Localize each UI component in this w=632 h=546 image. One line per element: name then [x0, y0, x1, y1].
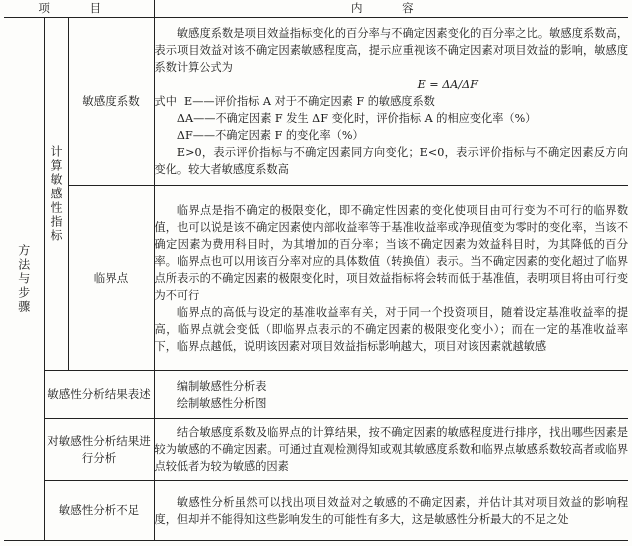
- label-result-analysis: 对敏感性分析结果进行分析: [44, 419, 154, 481]
- group-label: 方法与步骤: [16, 244, 31, 314]
- group-label-cell: [4, 18, 44, 541]
- label-critical-point: 临界点: [68, 186, 154, 371]
- result-analysis-text: 结合敏感度系数及临界点的计算结果，按不确定因素的敏感程度进行排序，找出哪些因素是较为敏感的不确定因素。可通过直观检测得知或观其敏感度系数和临界点敏感系数较高者或临界点较低者为较为敏感的因素: [154, 426, 629, 473]
- row-insufficiency: [4, 481, 628, 541]
- presentation-line-2: 绘制敏感性分析图: [176, 396, 267, 410]
- row-sensitivity-coefficient: [4, 18, 628, 186]
- row-result-presentation: [4, 371, 628, 419]
- sensitivity-sign-note: E>0，表示评价指标与不确定因素同方向变化；E<0，表示评价指标与不确定因素反方向变化。较大者敏感度系数高: [154, 146, 629, 176]
- content-critical-point: [154, 186, 628, 371]
- row-result-analysis: [4, 419, 628, 481]
- label-sensitivity-coefficient: 敏感度系数: [68, 18, 154, 186]
- presentation-line-1: 编制敏感性分析表: [176, 379, 267, 393]
- content-insufficiency: [154, 481, 628, 541]
- sensitivity-formula: E = ΔA/ΔF: [417, 78, 479, 91]
- label-insufficiency: 敏感性分析不足: [44, 481, 154, 541]
- critical-point-note: 临界点的高低与设定的基准收益率有关，对于同一个投资项目，随着设定基准收益率的提高，临界点就会变低（即临界点表示的不确定因素的极限变化变小）；而在一定的基准收益率下，临界点越低，说明该因素对项目效益指标影响越大，项目对该因素就越敏感: [154, 305, 629, 353]
- critical-point-definition: 临界点是指不确定的极限变化，即不确定性因素的变化使项目由可行变为不可行的临界数值，也可以说是该不确定因素使内部收益率等于基准收益率或净现值变为零时的变化率，当该不确定因素为费用科目时，为其增加的百分率；当该不确定因素为效益科目时，为其降低的百分率。临界点也可以用该百分率对应的具体数值（转换值）表示。当不确定因素的变化超过了临界点所表示的不确定因素的极限变化时，项目效益指标将会转而低于基准值，表明项目将由可行变为不可行: [154, 203, 629, 302]
- table-header-row: [4, 0, 628, 18]
- insufficiency-text: 敏感性分析虽然可以找出项目效益对之敏感的不确定因素，并估计其对项目效益的影响程度，但却并不能得知这些影响发生的可能性有多大，这是敏感性分析最大的不足之处: [154, 495, 629, 526]
- sub-group-label: 计算敏感性指标: [49, 145, 63, 243]
- row-critical-point: [4, 186, 628, 371]
- content-result-analysis: [154, 419, 628, 481]
- label-result-presentation: 敏感性分析结果表述: [44, 371, 154, 419]
- sub-group-label-cell: [44, 18, 68, 371]
- header-content: 内 容: [154, 0, 628, 18]
- header-item: 项 目: [4, 0, 154, 18]
- def-e: E——评价指标 A 对于不确定因素 F 的敏感度系数: [184, 95, 435, 108]
- sensitivity-analysis-table: [4, 0, 628, 541]
- def-delta-a: ΔA——不确定因素 F 发生 ΔF 变化时，评价指标 A 的相应变化率（%）: [176, 112, 537, 125]
- where-label: 式中: [154, 95, 177, 108]
- formula-definitions: [155, 93, 629, 110]
- def-delta-f: ΔF——不确定因素 F 的变化率（%）: [176, 129, 364, 142]
- content-result-presentation: [154, 371, 628, 419]
- content-sensitivity-coefficient: [154, 18, 628, 186]
- sensitivity-definition: 敏感度系数是项目效益指标变化的百分率与不确定因素变化的百分率之比。敏感度系数高，表示项目效益对该不确定因素敏感程度高，提示应重视该不确定因素对项目效益的影响，敏感度系数计算公式为: [154, 27, 629, 74]
